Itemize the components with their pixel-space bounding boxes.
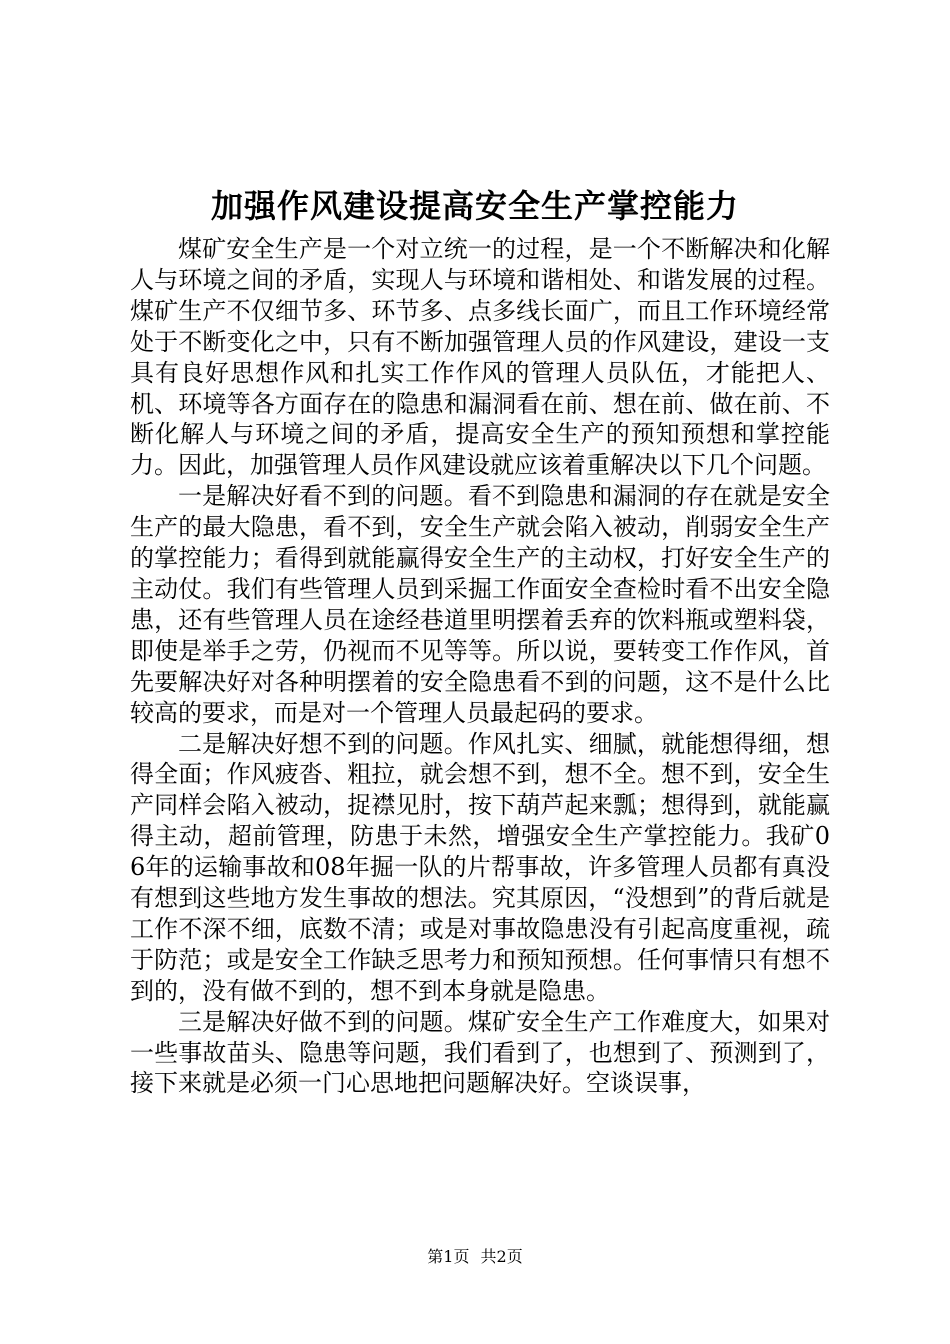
page-number-total: 共2页 (480, 1247, 523, 1266)
page-number-current: 第1页 (427, 1247, 470, 1266)
document-title: 加强作风建设提高安全生产掌控能力 (210, 187, 739, 225)
paragraph-4: 三是解决好做不到的问题。煤矿安全生产工作难度大，如果对一些事故苗头、隐患等问题，我们看到了，也想到了、预测到了，接下来就是必须一门心思地把问题解决好。空谈误事， (130, 1007, 830, 1098)
paragraph-1: 煤矿安全生产是一个对立统一的过程，是一个不断解决和化解人与环境之间的矛盾，实现人与环境和谐相处、和谐发展的过程。煤矿生产不仅细节多、环节多、点多线长面广，而且工作环境经常处于不断变化之中，只有不断加强管理人员的作风建设，建设一支具有良好思想作风和扎实工作作风的管理人员队伍，才能把人、机、环境等各方面存在的隐患和漏洞看在前、想在前、做在前、不断化解人与环境之间的矛盾，提高安全生产的预知预想和掌控能力。因此，加强管理人员作风建设就应该着重解决以下几个问题。 (130, 235, 830, 480)
document-body (130, 234, 830, 1099)
page-footer (0, 1247, 950, 1267)
paragraph-2: 一是解决好看不到的问题。看不到隐患和漏洞的存在就是安全生产的最大隐患，看不到，安全生产就会陷入被动，削弱安全生产的掌控能力；看得到就能赢得安全生产的主动权，打好安全生产的主动仗。我们有些管理人员到采掘工作面安全查检时看不出安全隐患，还有些管理人员在途经巷道里明摆着丢弃的饮料瓶或塑料袋，即使是举手之劳，仍视而不见等等。所以说，要转变工作作风，首先要解决好对各种明摆着的安全隐患看不到的问题，这不是什么比较高的要求，而是对一个管理人员最起码的要求。 (130, 482, 830, 727)
paragraph-3: 二是解决好想不到的问题。作风扎实、细腻，就能想得细，想得全面；作风疲沓、粗拉，就会想不到，想不全。想不到，安全生产同样会陷入被动，捉襟见肘，按下葫芦起来瓢；想得到，就能赢得主动，超前管理，防患于未然，增强安全生产掌控能力。我矿06年的运输事故和08年掘一队的片帮事故，许多管理人员都有真没有想到这些地方发生事故的想法。究其原因，“没想到”的背后就是工作不深不细，底数不清；或是对事故隐患没有引起高度重视，疏于防范；或是安全工作缺乏思考力和预知预想。任何事情只有想不到的，没有做不到的，想不到本身就是隐患。 (130, 729, 830, 1005)
